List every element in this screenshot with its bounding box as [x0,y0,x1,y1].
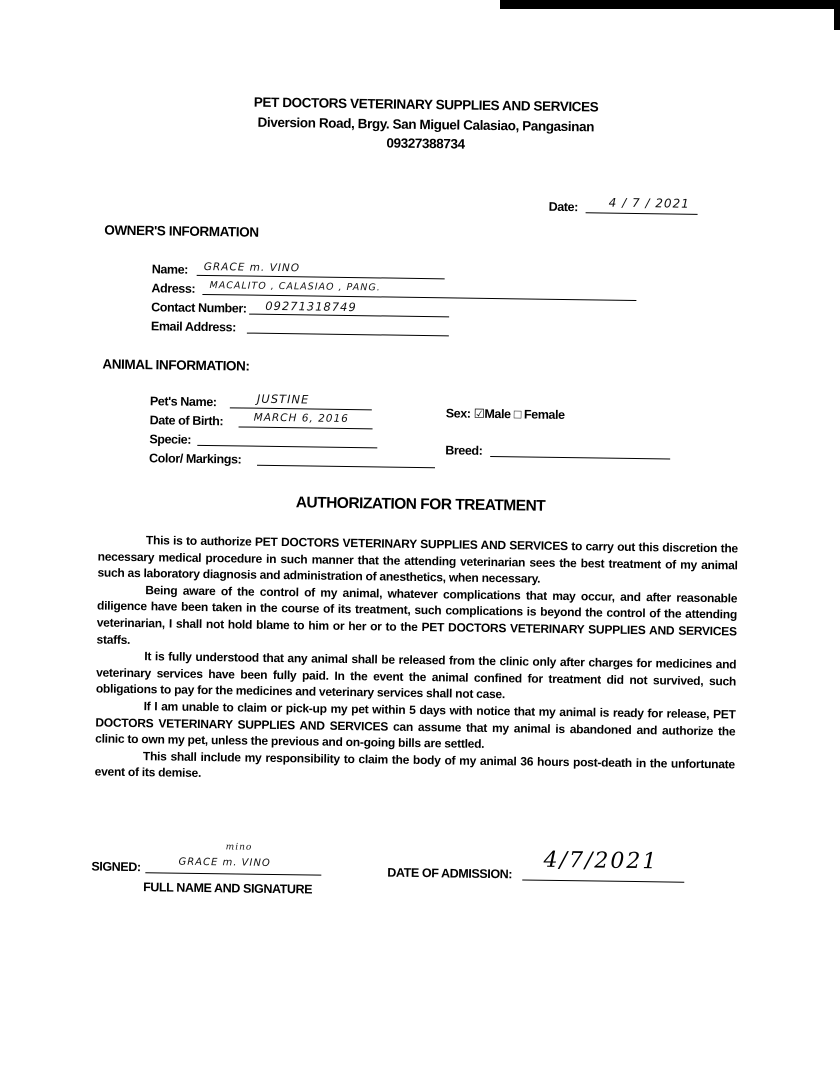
date-value: 4 / 7 / 2021 [608,195,690,211]
authorization-paragraph-1: This is to authorize PET DOCTORS VETERINARY SUPPLIES AND SERVICES to carry out this discretion the necessary medical procedure in such manner that the attending veterinarian sees the best treatment of my animal such as laboratory diagnosis and administration of anesthetics, when necessary. [97,533,739,586]
owner-name-value: GRACE m. VINO [203,260,301,275]
owner-contact-label: Contact Number: [151,300,247,316]
pet-name-value: JUSTINE [256,391,310,407]
owner-contact-value: 09271318749 [265,298,357,315]
signature-scribble: mino [225,842,253,853]
owner-name-label: Name: [151,262,189,277]
owner-section-title: OWNER'S INFORMATION [104,222,259,240]
authorization-paragraph-4: If I am unable to claim or pick-up my pet within 5 days with notice that my animal is ready for release, PET DOCTORS VETERINARY SUPPLIES AND SERVICES can assume that my animal is abandoned and authorize the clinic to own my pet, unless the previous and on-going bills are settled. [95,699,736,752]
sex-male-label: Male [484,406,511,422]
dob-label: Date of Birth: [149,413,224,429]
dob-value: MARCH 6, 2016 [253,411,349,425]
breed-label: Breed: [445,443,483,458]
owner-address-value: MACALITO , CALASIAO , PANG. [209,280,381,294]
color-markings-line [257,451,435,468]
sex-female-checkbox[interactable]: □ [513,407,522,422]
date-label: Date: [548,199,579,215]
sex-male-checkbox[interactable]: ☑ [473,406,485,421]
owner-email-line [247,319,449,337]
admission-date-label: DATE OF ADMISSION: [387,865,513,882]
signed-label: SIGNED: [91,859,141,875]
breed-line [490,442,670,460]
authorization-paragraph-3: It is fully understood that any animal shall be released from the clinic only after charges for medicines and veterinary services have been fully paid. In the event the animal confined for treatment did not survived, such obligations to pay for the medicines and veterinary services shall not case. [95,649,737,702]
sex-female-label: Female [523,407,565,423]
authorization-body [95,532,738,790]
owner-email-label: Email Address: [150,319,237,335]
authorization-paragraph-5: This shall include my responsibility to claim the body of my animal 36 hours post-death in the unfortunate event of its demise. [94,748,735,781]
authorization-paragraph-2: Being aware of the control of my animal, whatever complications that may occur, and after reasonable diligence have been taken in the course of its treatment, such complications is beyond the control of the attending veterinarian, I shall not hold blame to him or her or to the PET DOCTORS VETERINARY SUPPLIES AND SERVICES staffs. [96,582,738,647]
admission-date-value: 4/7/2021 [543,847,659,875]
owner-address-label: Adress: [151,281,196,296]
pet-name-label: Pet's Name: [149,394,217,410]
specie-line [197,431,377,449]
color-markings-label: Color/ Markings: [149,451,242,467]
signed-name-value: GRACE m. VINO [178,856,271,869]
sex-field [446,405,565,422]
animal-section-title: ANIMAL INFORMATION: [102,356,250,374]
authorization-title: AUTHORIZATION FOR TREATMENT [295,494,546,515]
signature-caption: FULL NAME AND SIGNATURE [143,880,313,897]
company-phone: 09327388734 [386,135,465,152]
company-address: Diversion Road, Brgy. San Miguel Calasiao, Pangasinan [257,114,595,135]
company-name: PET DOCTORS VETERINARY SUPPLIES AND SERVICES [253,94,599,115]
sex-label: Sex: [445,406,471,421]
specie-label: Specie: [149,432,192,447]
